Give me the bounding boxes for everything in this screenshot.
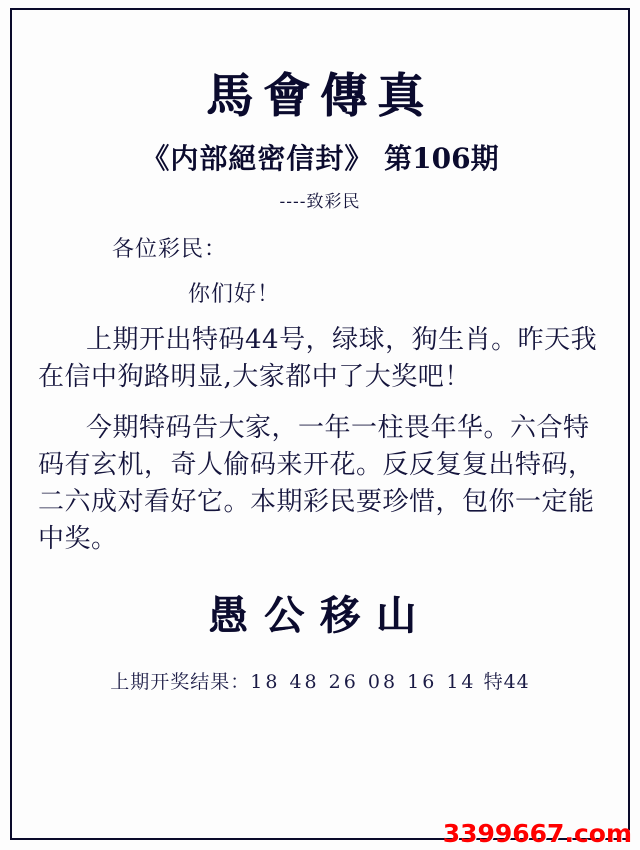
subtitle-line xyxy=(38,137,602,177)
paragraph-1: 上期开出特码44号，绿球，狗生肖。昨天我在信中狗路明显,大家都中了大奖吧！ xyxy=(38,325,598,393)
issue-number: 第106期 xyxy=(384,142,499,176)
salutation: 各位彩民： xyxy=(112,237,228,263)
results-special: 特44 xyxy=(483,670,530,693)
results-label: 上期开奖结果： xyxy=(110,670,251,693)
site-watermark: 3399667.com xyxy=(442,819,632,848)
paragraph-2: 今期特码告大家，一年一柱畏年华。六合特码有玄机，奇人偷码来开花。反反复复出特码，二六成对看好它。本期彩民要珍惜，包你一定能中奖。 xyxy=(38,413,595,554)
slogan: 愚公移山 xyxy=(208,591,432,639)
secret-envelope-label: 《内部絕密信封》 xyxy=(141,142,374,176)
results-numbers: 18 48 26 08 16 14 xyxy=(250,670,477,693)
dedication-line: ----致彩民 xyxy=(279,192,361,213)
previous-results xyxy=(38,667,602,694)
greeting: 你们好！ xyxy=(188,282,281,308)
document-content xyxy=(14,12,626,838)
letter-body xyxy=(38,232,602,557)
page-title: 馬會傳真 xyxy=(206,69,434,124)
